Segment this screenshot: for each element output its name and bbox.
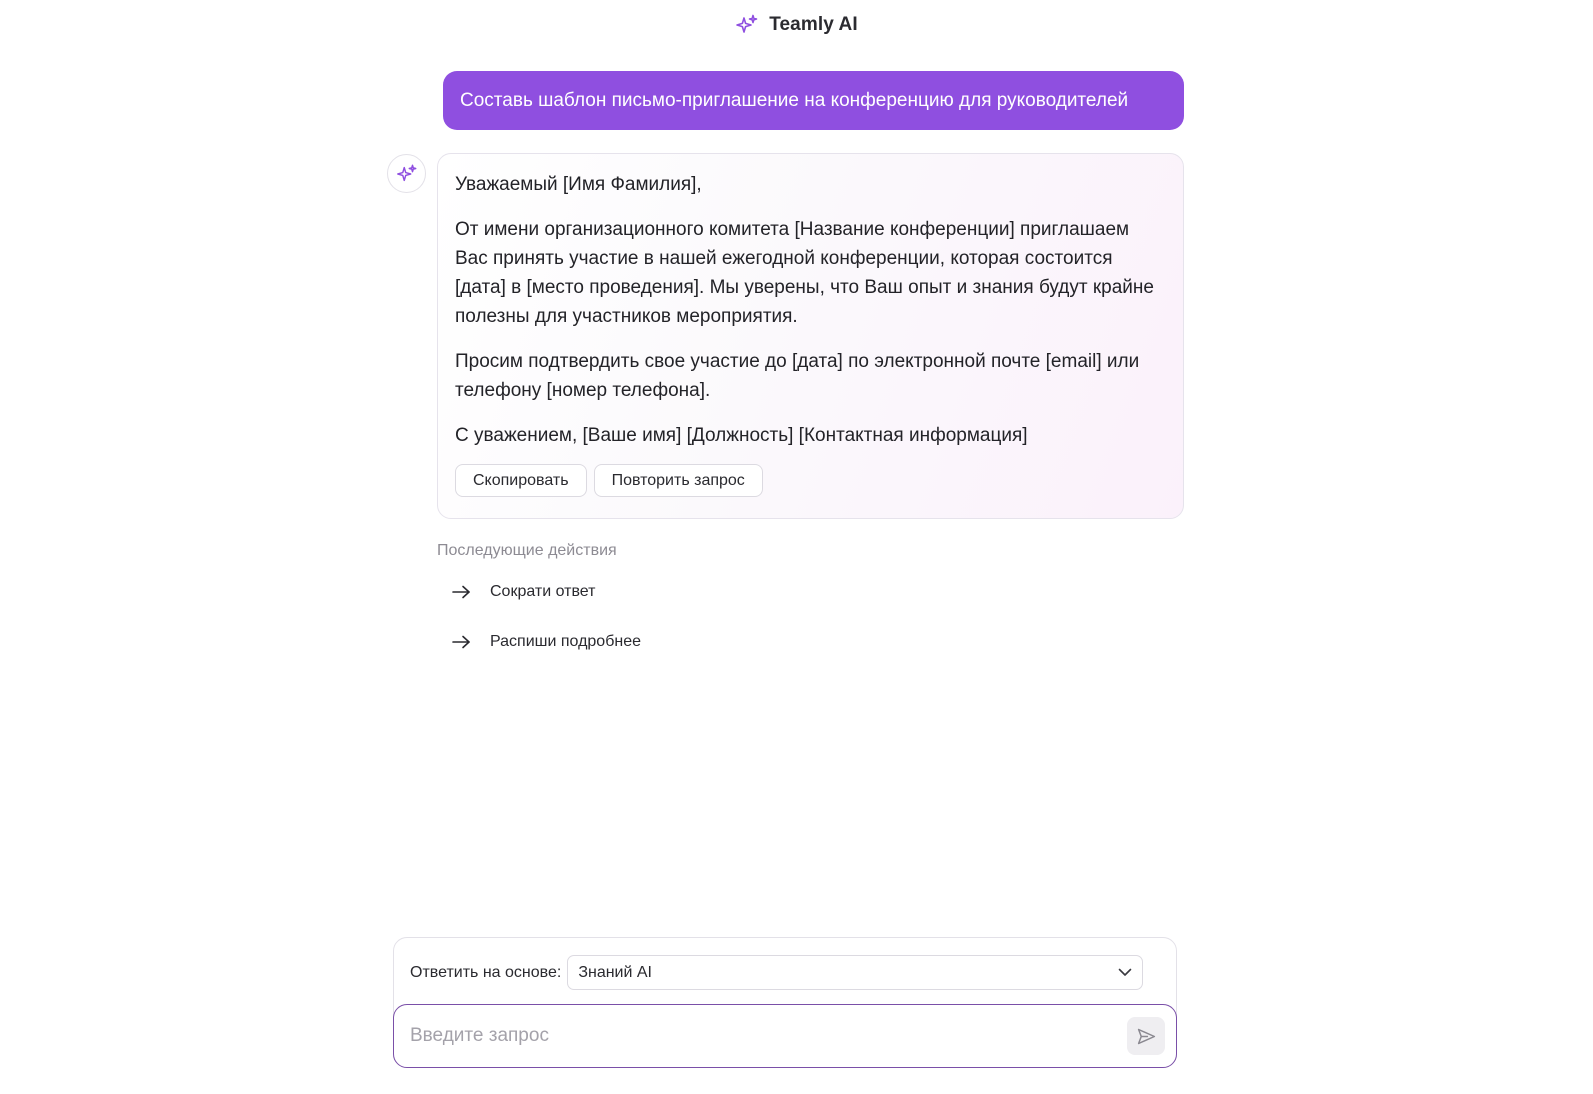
assistant-message <box>437 153 1184 519</box>
send-button[interactable] <box>1127 1017 1165 1055</box>
answer-paragraph: Просим подтвердить свое участие до [дата] по электронной почте [email] или телефону [номер телефона]. <box>455 351 1140 401</box>
app-title: Teamly AI <box>769 14 858 35</box>
source-label: Ответить на основе: <box>410 963 562 981</box>
followups-title: Последующие действия <box>437 542 617 559</box>
followup-shorten[interactable] <box>452 583 596 601</box>
sparkle-icon <box>396 163 418 185</box>
copy-button[interactable]: Скопировать <box>455 464 587 497</box>
followup-label: Сократи ответ <box>490 583 596 600</box>
arrow-right-icon <box>452 585 471 599</box>
answer-paragraph: От имени организационного комитета [Название конференции] приглашаем Вас принять участие в нашей ежегодной конференции, которая состоится [дата] в [место проведения]. Мы уверены, что Ваш опыт и знания будут крайне полезны для участников мероприятия. <box>455 219 1154 327</box>
answer-paragraph: Уважаемый [Имя Фамилия], <box>455 174 702 195</box>
source-select-value: Знаний AI <box>578 963 652 981</box>
query-input-wrap <box>393 1004 1177 1068</box>
user-message: Составь шаблон письмо-приглашение на конференцию для руководителей <box>443 71 1184 130</box>
source-select[interactable] <box>567 955 1143 990</box>
send-icon <box>1136 1026 1157 1047</box>
answer-paragraph: С уважением, [Ваше имя] [Должность] [Контактная информация] <box>455 425 1028 446</box>
app-header <box>0 12 1593 38</box>
sparkle-icon <box>735 13 759 37</box>
source-row <box>410 955 1143 990</box>
query-input[interactable] <box>410 1025 1127 1047</box>
followup-label: Распиши подробнее <box>490 633 641 650</box>
composer <box>393 937 1177 1068</box>
followup-expand[interactable] <box>452 633 641 651</box>
retry-button[interactable]: Повторить запрос <box>594 464 763 497</box>
assistant-avatar <box>387 154 426 193</box>
answer-actions <box>455 464 1166 497</box>
arrow-right-icon <box>452 635 471 649</box>
chevron-down-icon <box>1118 968 1132 977</box>
